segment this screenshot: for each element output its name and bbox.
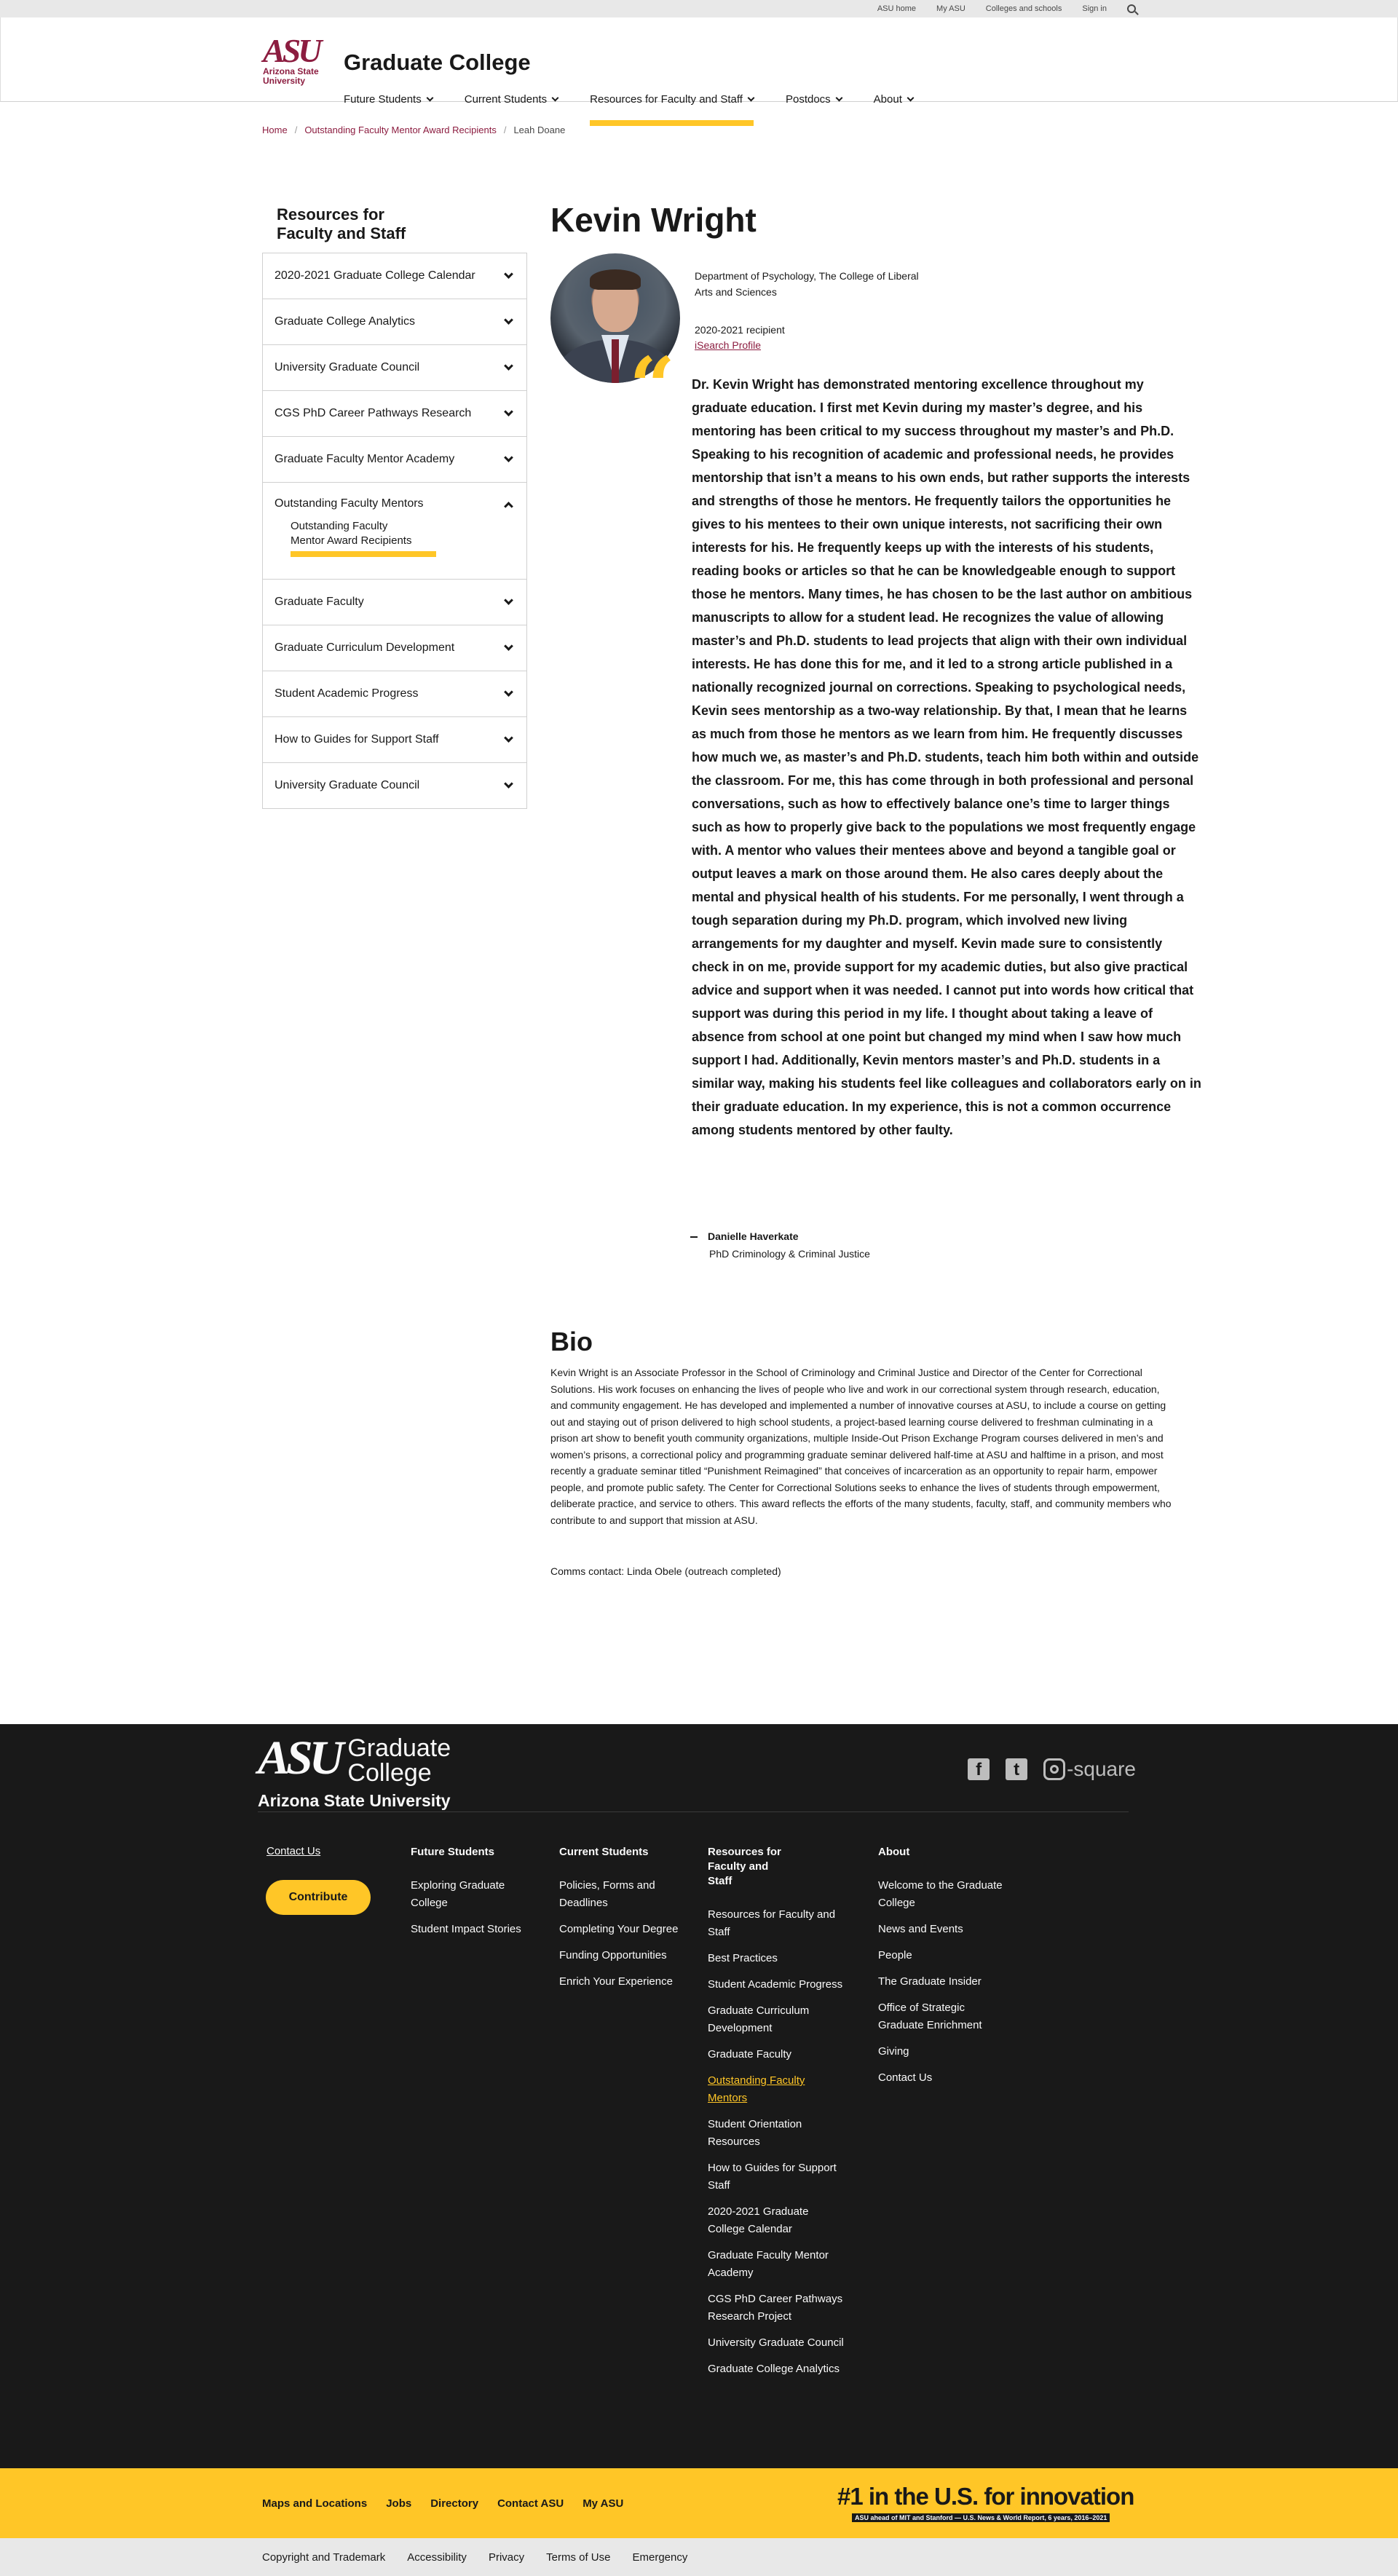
footer-link[interactable]: Student Academic Progress: [708, 1978, 843, 1991]
privacy-link[interactable]: Privacy: [488, 2551, 525, 2564]
footer-col-current-students: [559, 1845, 690, 1999]
footer-logo-unit2: College: [347, 1759, 432, 1787]
chevron-down-icon: [504, 596, 513, 605]
footer-link[interactable]: Funding Opportunities: [559, 1949, 667, 1961]
footer-logo[interactable]: [258, 1731, 491, 1811]
footer-link[interactable]: Best Practices: [708, 1952, 778, 1964]
innovation-caption: ASU ahead of MIT and Stanford — U.S. News & World Report, 6 years, 2016–2021: [852, 2513, 1110, 2522]
breadcrumb: Home / Outstanding Faculty Mentor Award Recipients / Leah Doane: [262, 125, 566, 135]
sidebar-item-analytics[interactable]: Graduate College Analytics: [262, 299, 527, 345]
innovation-headline: #1 in the U.S. for innovation: [837, 2483, 1134, 2510]
sidebar-subitem-award-recipients[interactable]: Outstanding Faculty Mentor Award Recipients: [291, 519, 436, 557]
footer-col-heading: Future Students: [411, 1846, 494, 1858]
sidebar-item-cgs-phd[interactable]: CGS PhD Career Pathways Research: [262, 390, 527, 437]
page-title: Kevin Wright: [550, 201, 757, 239]
contact-asu-link[interactable]: Contact ASU: [497, 2497, 564, 2510]
search-icon[interactable]: [1127, 4, 1136, 13]
my-asu-link[interactable]: My ASU: [936, 4, 965, 13]
sidebar-item-calendar[interactable]: 2020-2021 Graduate College Calendar: [262, 253, 527, 299]
instagram-icon[interactable]: -square: [1043, 1758, 1136, 1781]
chevron-down-icon: [504, 269, 513, 279]
chevron-down-icon: [907, 95, 914, 102]
footer-link[interactable]: Completing Your Degree: [559, 1923, 679, 1935]
main-nav: [344, 93, 945, 116]
site-footer: [0, 1724, 1398, 2468]
footer-col-heading: Resources for Faculty and Staff: [708, 1846, 781, 1887]
nav-about[interactable]: About: [874, 93, 913, 116]
asu-home-link[interactable]: ASU home: [877, 4, 917, 13]
chevron-down-icon: [835, 95, 842, 102]
sidebar-item-outstanding-mentors[interactable]: Outstanding Faculty Mentors Outstanding Faculty Mentor Award Recipients: [262, 482, 527, 580]
footer-col-about: [878, 1845, 1009, 2095]
footer-logo-name: Arizona State University: [258, 1791, 451, 1810]
sidebar-heading: Resources for Faculty and Staff: [277, 205, 406, 242]
bio-text: Kevin Wright is an Associate Professor in the School of Criminology and Criminal Justice and Director of the Center for Correctional Solutions. His work focuses on enhancing the lives of people who live and work in our correctional system through research, education, and community engagement. He has developed and implemented a number of innovative courses at ASU, to include a course on getting out and staying out of prison delivered to high school students, a project-based learning course delivered to freshman culminating in a prison art show to benefit youth community organizations, multiple Inside-Out Prison Exchange Program courses delivered in men’s and women’s prisons, a correctional policy and programming graduate seminar delivered half-time at ASU and halftime in a prison, and most recently a graduate seminar titled “Punishment Reimagined” that conceives of incarceration as an opportunity to repair harm, empower people, and promote public safety. The Center for Correctional Solutions seeks to enhance the lives of students through empowerment, deliberate practice, and service to others. This award reflects the efforts of the many students, faculty, staff, and community members who contribute to and support that mission at ASU.: [550, 1367, 1172, 1526]
footer-link[interactable]: News and Events: [878, 1923, 963, 1935]
breadcrumb-current: Leah Doane: [513, 125, 566, 135]
chevron-down-icon: [504, 407, 513, 416]
chevron-down-icon: [504, 641, 513, 651]
chevron-up-icon: [504, 502, 513, 511]
footer-link[interactable]: Exploring Graduate College: [411, 1879, 505, 1909]
footer-link[interactable]: Enrich Your Experience: [559, 1975, 673, 1988]
nav-resources-faculty-staff[interactable]: Resources for Faculty and Staff: [590, 93, 754, 116]
bio-heading: Bio: [550, 1327, 593, 1356]
sidebar-item-mentor-academy[interactable]: Graduate Faculty Mentor Academy: [262, 436, 527, 483]
footer-link[interactable]: People: [878, 1949, 912, 1961]
chevron-down-icon: [504, 361, 513, 371]
sidebar-item-graduate-faculty[interactable]: Graduate Faculty: [262, 579, 527, 625]
footer-link-active[interactable]: Outstanding Faculty Mentors: [708, 2074, 805, 2104]
footer-link[interactable]: The Graduate Insider: [878, 1975, 982, 1988]
testimonial-attribution: [690, 1228, 870, 1263]
nav-postdocs[interactable]: Postdocs: [786, 93, 842, 116]
jobs-link[interactable]: Jobs: [386, 2497, 412, 2510]
footer-logo-unit1: Graduate: [347, 1734, 451, 1762]
footer-link[interactable]: Graduate College Analytics: [708, 2363, 840, 2375]
breadcrumb-parent[interactable]: Outstanding Faculty Mentor Award Recipients: [304, 125, 497, 135]
footer-link[interactable]: Graduate Curriculum Development: [708, 2004, 810, 2034]
site-header: [0, 17, 1398, 106]
attribution-name: Danielle Haverkate: [708, 1230, 799, 1242]
accessibility-link[interactable]: Accessibility: [407, 2551, 467, 2564]
directory-link[interactable]: Directory: [430, 2497, 479, 2510]
nav-future-students[interactable]: Future Students: [344, 93, 433, 116]
site-title[interactable]: Graduate College: [344, 50, 531, 75]
contribute-button[interactable]: Contribute: [266, 1880, 371, 1915]
utility-bar: [0, 0, 1398, 17]
asu-logo-mark: ASU: [263, 32, 320, 69]
terms-link[interactable]: Terms of Use: [546, 2551, 611, 2564]
testimonial-quote: Dr. Kevin Wright has demonstrated mentoring excellence throughout my graduate education. I first met Kevin during my master’s degree, and his mentoring has been critical to my success throughout my master’s and Ph.D. Speaking to his recognition of academic and professional needs, he provides mentorship that isn’t a means to his own ends, but rather supports the interests and strengths of those he mentors. He frequently tailors the opportunities he gives to his mentees to their own unique interests, not sacrificing their own interests for his. He frequently keeps up with the interests of his students, reading books or articles so that he can be knowledgeable enough to support those he mentors. Many times, he has chosen to be the last author on ambitious manuscripts to allow for a student lead. He recognizes the value of allowing master’s and Ph.D. students to lead projects that align with their own individual interests. He has done this for me, and it led to a strong article published in a nationally recognized journal on corrections. Speaking to psychological needs, Kevin sees mentorship as a two-way relationship. By that, I mean that he learns as much from those he mentors as we learn from him. He frequently discusses how much we, as master’s and Ph.D. students, teach him both within and outside the classroom. For me, this has come through in both professional and personal conversations, such as how to effectively balance one’s time to larger things such as how to properly give back to the populations we most frequently engage with. A mentor who values their mentees above and beyond a tangible goal or output leaves a mark on those around them. He also cares deeply about the mental and physical health of his students. For me personally, I went through a tough separation during my Ph.D. program, which involved new living arrangements for my daughter and myself. Kevin made sure to consistently check in on me, provide support for my academic duties, but also give practical advice and support when it was needed. I cannot put into words how critical that support was during this period in my life. I thought about taking a leave of absence from school at one point but changed my mind when I saw how much support I had. Additionally, Kevin mentors master’s and Ph.D. students in a similar way, making his students feel like colleagues and collaborators early on in their graduate education. In my experience, this is not a common occurrence among students mentored by other faulty.: [692, 377, 1201, 1137]
asu-logo[interactable]: [263, 32, 328, 86]
footer-link[interactable]: Policies, Forms and Deadlines: [559, 1879, 655, 1909]
footer-link[interactable]: Welcome to the Graduate College: [878, 1879, 1003, 1909]
sidebar-item-graduate-council[interactable]: University Graduate Council: [262, 344, 527, 391]
comms-contact: Comms contact: Linda Obele (outreach completed): [550, 1565, 781, 1577]
footer-link[interactable]: Student Orientation Resources: [708, 2118, 802, 2148]
sign-in-link[interactable]: Sign in: [1082, 4, 1107, 13]
footer-contact-us[interactable]: Contact Us: [266, 1845, 321, 1857]
sidebar-item-how-to-guides[interactable]: How to Guides for Support Staff: [262, 716, 527, 763]
colleges-link[interactable]: Colleges and schools: [985, 4, 1062, 13]
footer-col-heading: Current Students: [559, 1846, 649, 1858]
innovation-links: [262, 2497, 642, 2510]
footer-col-resources: [708, 1845, 846, 2387]
footer-link[interactable]: Office of Strategic Graduate Enrichment: [878, 2002, 982, 2031]
footer-col-heading: About: [878, 1846, 910, 1858]
emergency-link[interactable]: Emergency: [632, 2551, 688, 2564]
footer-link[interactable]: Giving: [878, 2045, 909, 2058]
chevron-down-icon: [552, 95, 559, 102]
chevron-down-icon: [504, 453, 513, 462]
chevron-down-icon: [504, 733, 513, 743]
chevron-down-icon: [426, 95, 433, 102]
quote-icon: “: [629, 339, 676, 433]
logo-sub-line2: University: [263, 76, 306, 86]
copyright-link[interactable]: Copyright and Trademark: [262, 2551, 386, 2564]
footer-link[interactable]: University Graduate Council: [708, 2336, 844, 2349]
nav-current-students[interactable]: Current Students: [465, 93, 558, 116]
footer-col-future-students: [411, 1845, 542, 1947]
facebook-icon[interactable]: f: [968, 1758, 990, 1780]
chevron-down-icon: [504, 687, 513, 697]
social-links: [952, 1758, 1136, 1781]
breadcrumb-home[interactable]: Home: [262, 125, 288, 135]
footer-link[interactable]: Student Impact Stories: [411, 1923, 521, 1935]
sidebar-item-curriculum[interactable]: Graduate Curriculum Development: [262, 625, 527, 671]
innovation-bar: [0, 2468, 1398, 2538]
footer-link[interactable]: Resources for Faculty and Staff: [708, 1908, 836, 1938]
footer-link[interactable]: 2020-2021 Graduate College Calendar: [708, 2205, 809, 2235]
logo-sub-line1: Arizona State: [263, 66, 319, 76]
footer-link[interactable]: Graduate Faculty: [708, 2048, 792, 2061]
my-asu-footer-link[interactable]: My ASU: [582, 2497, 624, 2510]
isearch-profile-link[interactable]: iSearch Profile: [695, 339, 762, 351]
attribution-program: PhD Criminology & Criminal Justice: [709, 1248, 870, 1260]
chevron-down-icon: [748, 95, 755, 102]
footer-link[interactable]: CGS PhD Career Pathways Research Project: [708, 2293, 843, 2323]
main-content: [550, 199, 1201, 1577]
footer-link[interactable]: Graduate Faculty Mentor Academy: [708, 2249, 829, 2279]
legal-bar: [0, 2538, 1398, 2576]
twitter-icon[interactable]: t: [1006, 1758, 1027, 1780]
footer-link[interactable]: How to Guides for Support Staff: [708, 2162, 837, 2192]
department: Department of Psychology, The College of Liberal Arts and Sciences: [695, 270, 919, 298]
footer-link[interactable]: Contact Us: [878, 2071, 933, 2084]
sidebar-item-academic-progress[interactable]: Student Academic Progress: [262, 671, 527, 717]
recipient-year: 2020-2021 recipient: [695, 324, 785, 336]
footer-asu-mark: ASU: [258, 1731, 341, 1785]
chevron-down-icon: [504, 315, 513, 325]
sidebar-item-graduate-council-2[interactable]: University Graduate Council: [262, 762, 527, 809]
innovation-badge[interactable]: [837, 2483, 1134, 2524]
chevron-down-icon: [504, 779, 513, 789]
maps-link[interactable]: Maps and Locations: [262, 2497, 368, 2510]
sidebar: [262, 205, 527, 809]
